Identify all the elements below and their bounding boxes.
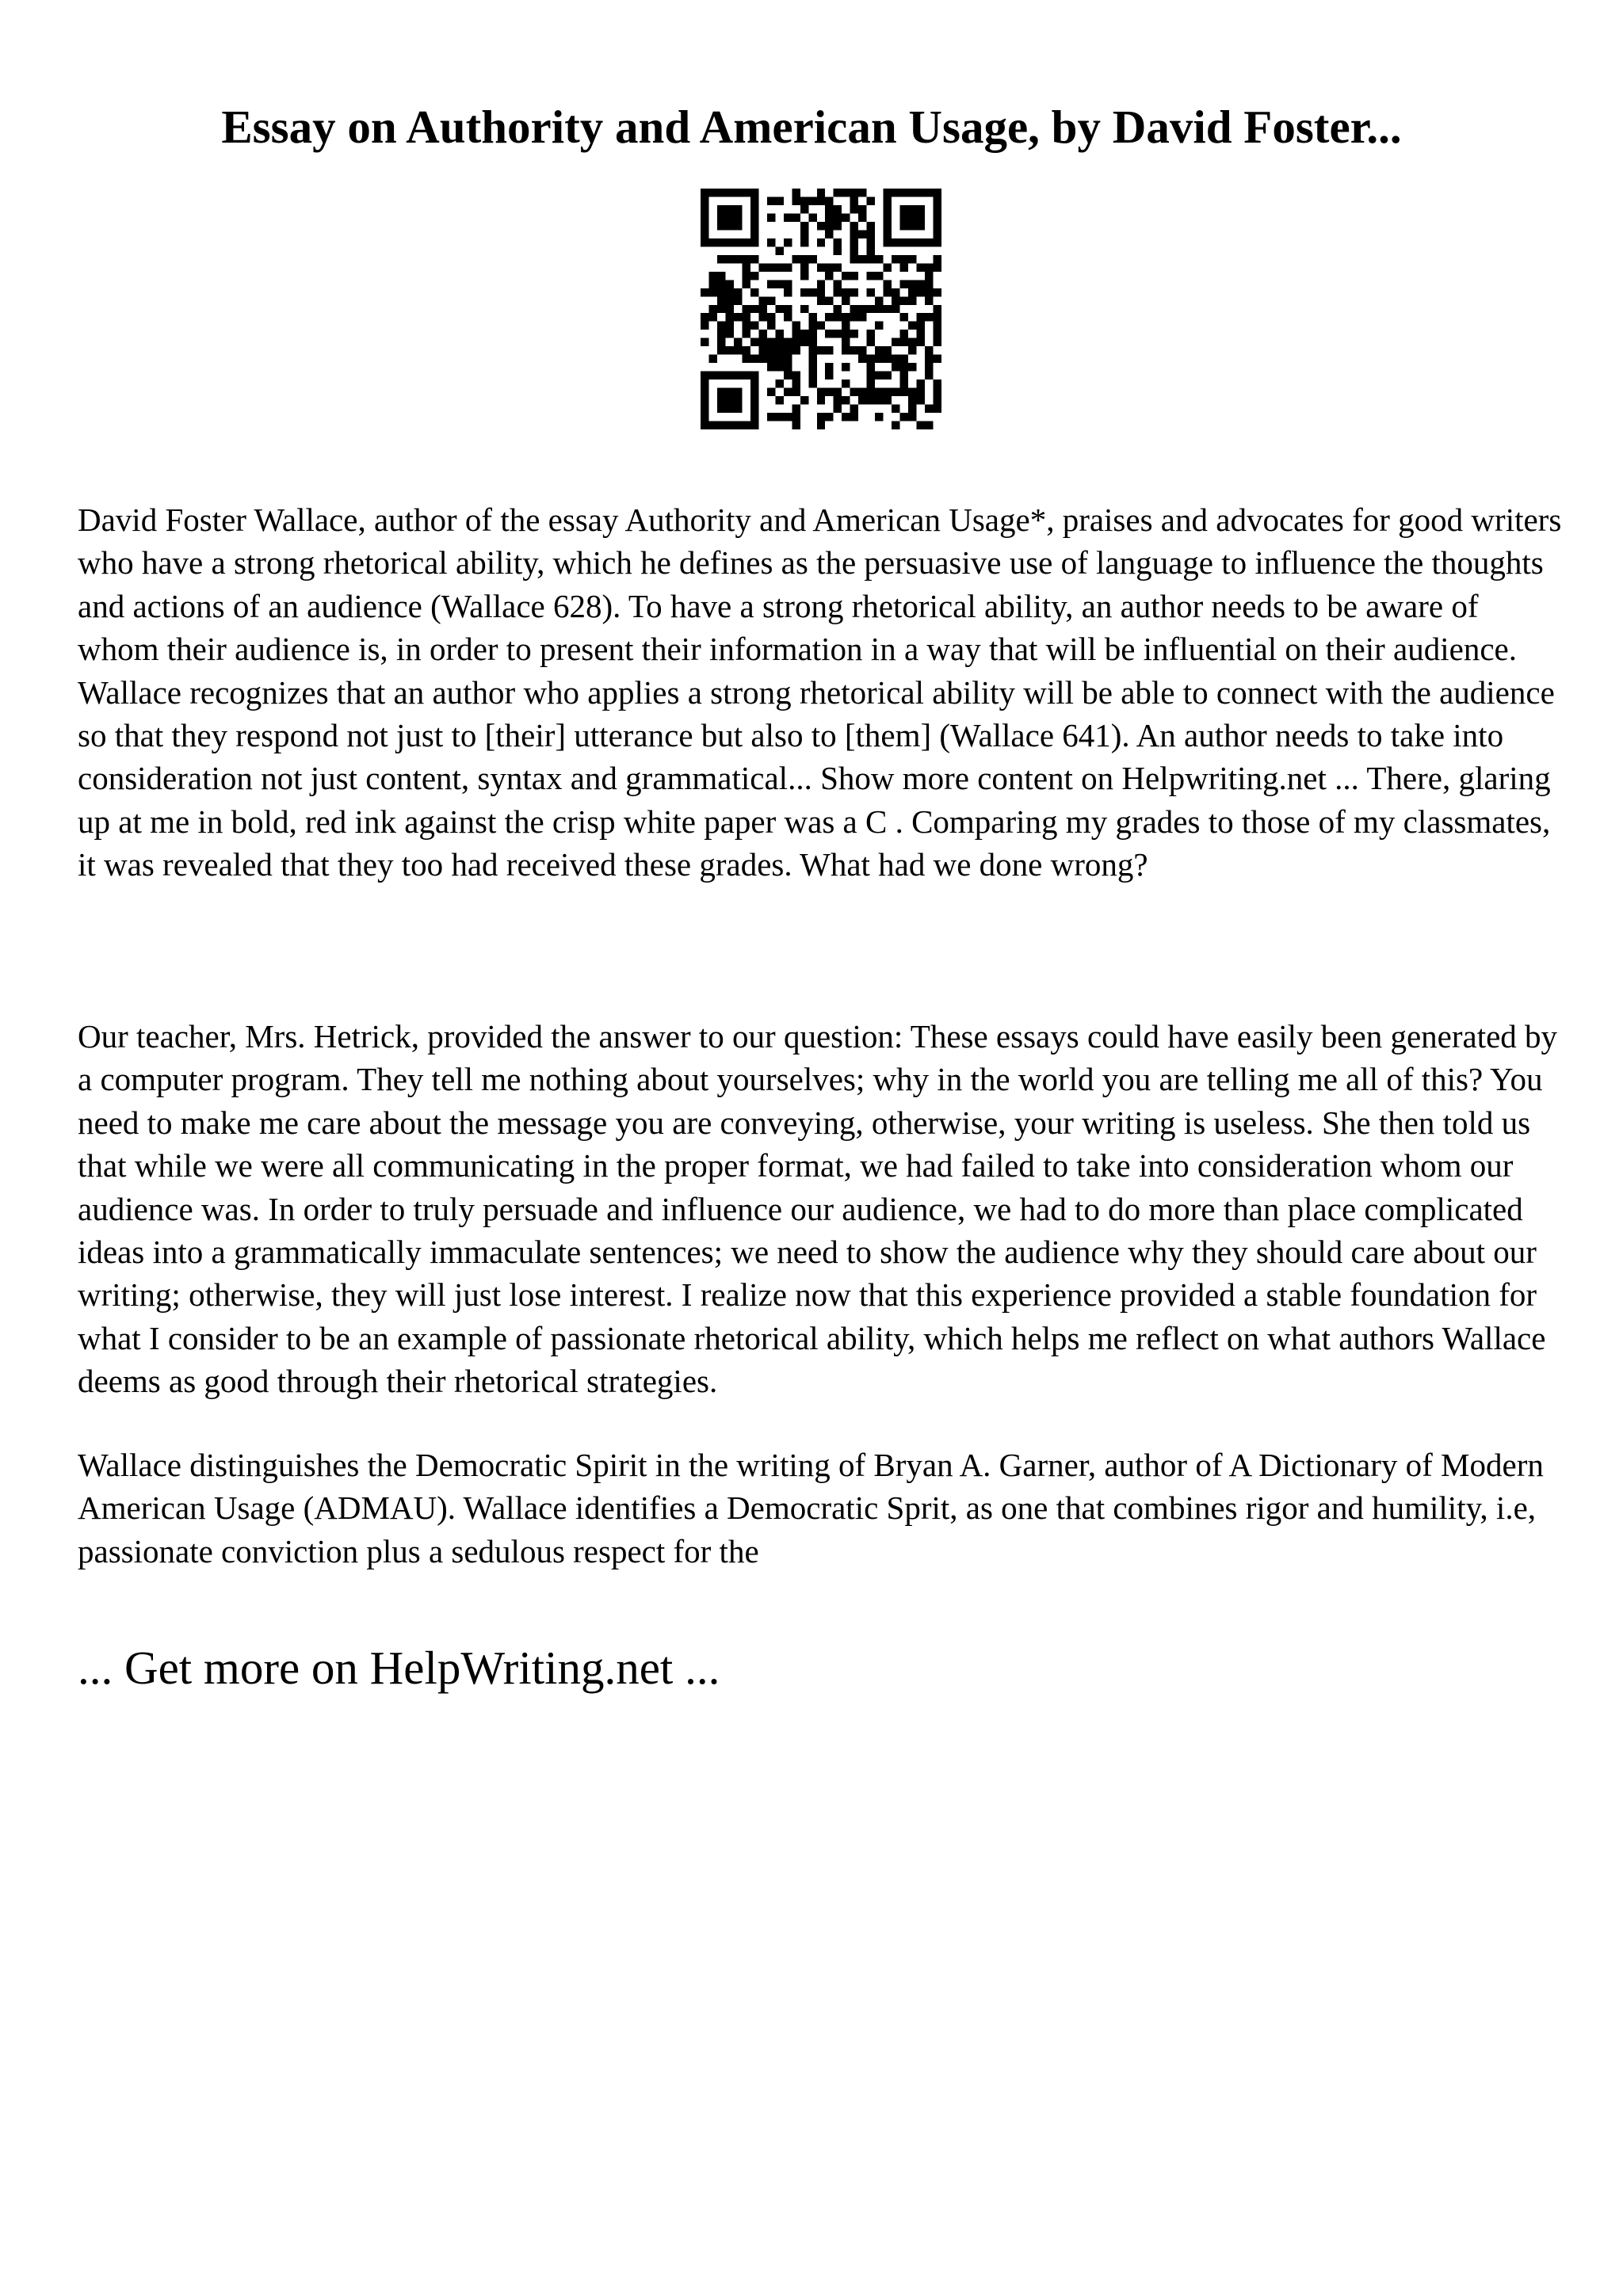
paragraph-2: Our teacher, Mrs. Hetrick, provided the answer to our question: These essays could have easily been generated by a computer program. They tell me nothing about yourselves; why in the world you are telling me all of this? You need to make me care about the message you are conveying, otherwise, your writing is useless. She then told us that while we were all communicating in the proper format, we had failed to take into consideration whom our audience was. In order to truly persuade and influence our audience, we had to do more than place complicated ideas into a grammatically immaculate sentences; we need to show the audience why they should care about our writing; otherwise, they will just lose interest. I realize now that this experience provided a stable foundation for what I consider to be an example of passionate rhetorical ability, which helps me reflect on what authors Wallace deems as good through their rhetorical strategies. <box>78 1018 1558 1400</box>
qr-code-graphic <box>701 189 941 429</box>
get-more-link[interactable]: ... Get more on HelpWriting.net ... <box>78 1642 720 1694</box>
paragraph-1: David Foster Wallace, author of the essay Authority and American Usage*, praises and advocates for good writers who have a strong rhetorical ability, which he defines as the persuasive use of language to influence the thoughts and actions of an audience (Wallace 628). To have a strong rhetorical ability, an author needs to be aware of whom their audience is, in order to present their information in a way that will be influential on their audience. Wallace recognizes that an author who applies a strong rhetorical ability will be able to connect with the audience so that they respond not just to [their] utterance but also to [them] (Wallace 641). An author needs to take into consideration not just content, syntax and grammatical... Show more content on Helpwriting.net ... There, glaring up at me in bold, red ink against the crisp white paper was a C . Comparing my grades to those of my classmates, it was revealed that they too had received these grades. What had we done wrong? <box>78 502 1562 883</box>
qr-code-icon <box>701 189 941 429</box>
paragraph-3: Wallace distinguishes the Democratic Spirit in the writing of Bryan A. Garner, author of A Dictionary of Modern American Usage (ADMAU). Wallace identifies a Democratic Sprit, as one that combines rigor and humility, i.e, passionate conviction plus a sedulous respect for the <box>78 1447 1544 1569</box>
page-title: Essay on Authority and American Usage, by David Foster... <box>221 101 1402 153</box>
